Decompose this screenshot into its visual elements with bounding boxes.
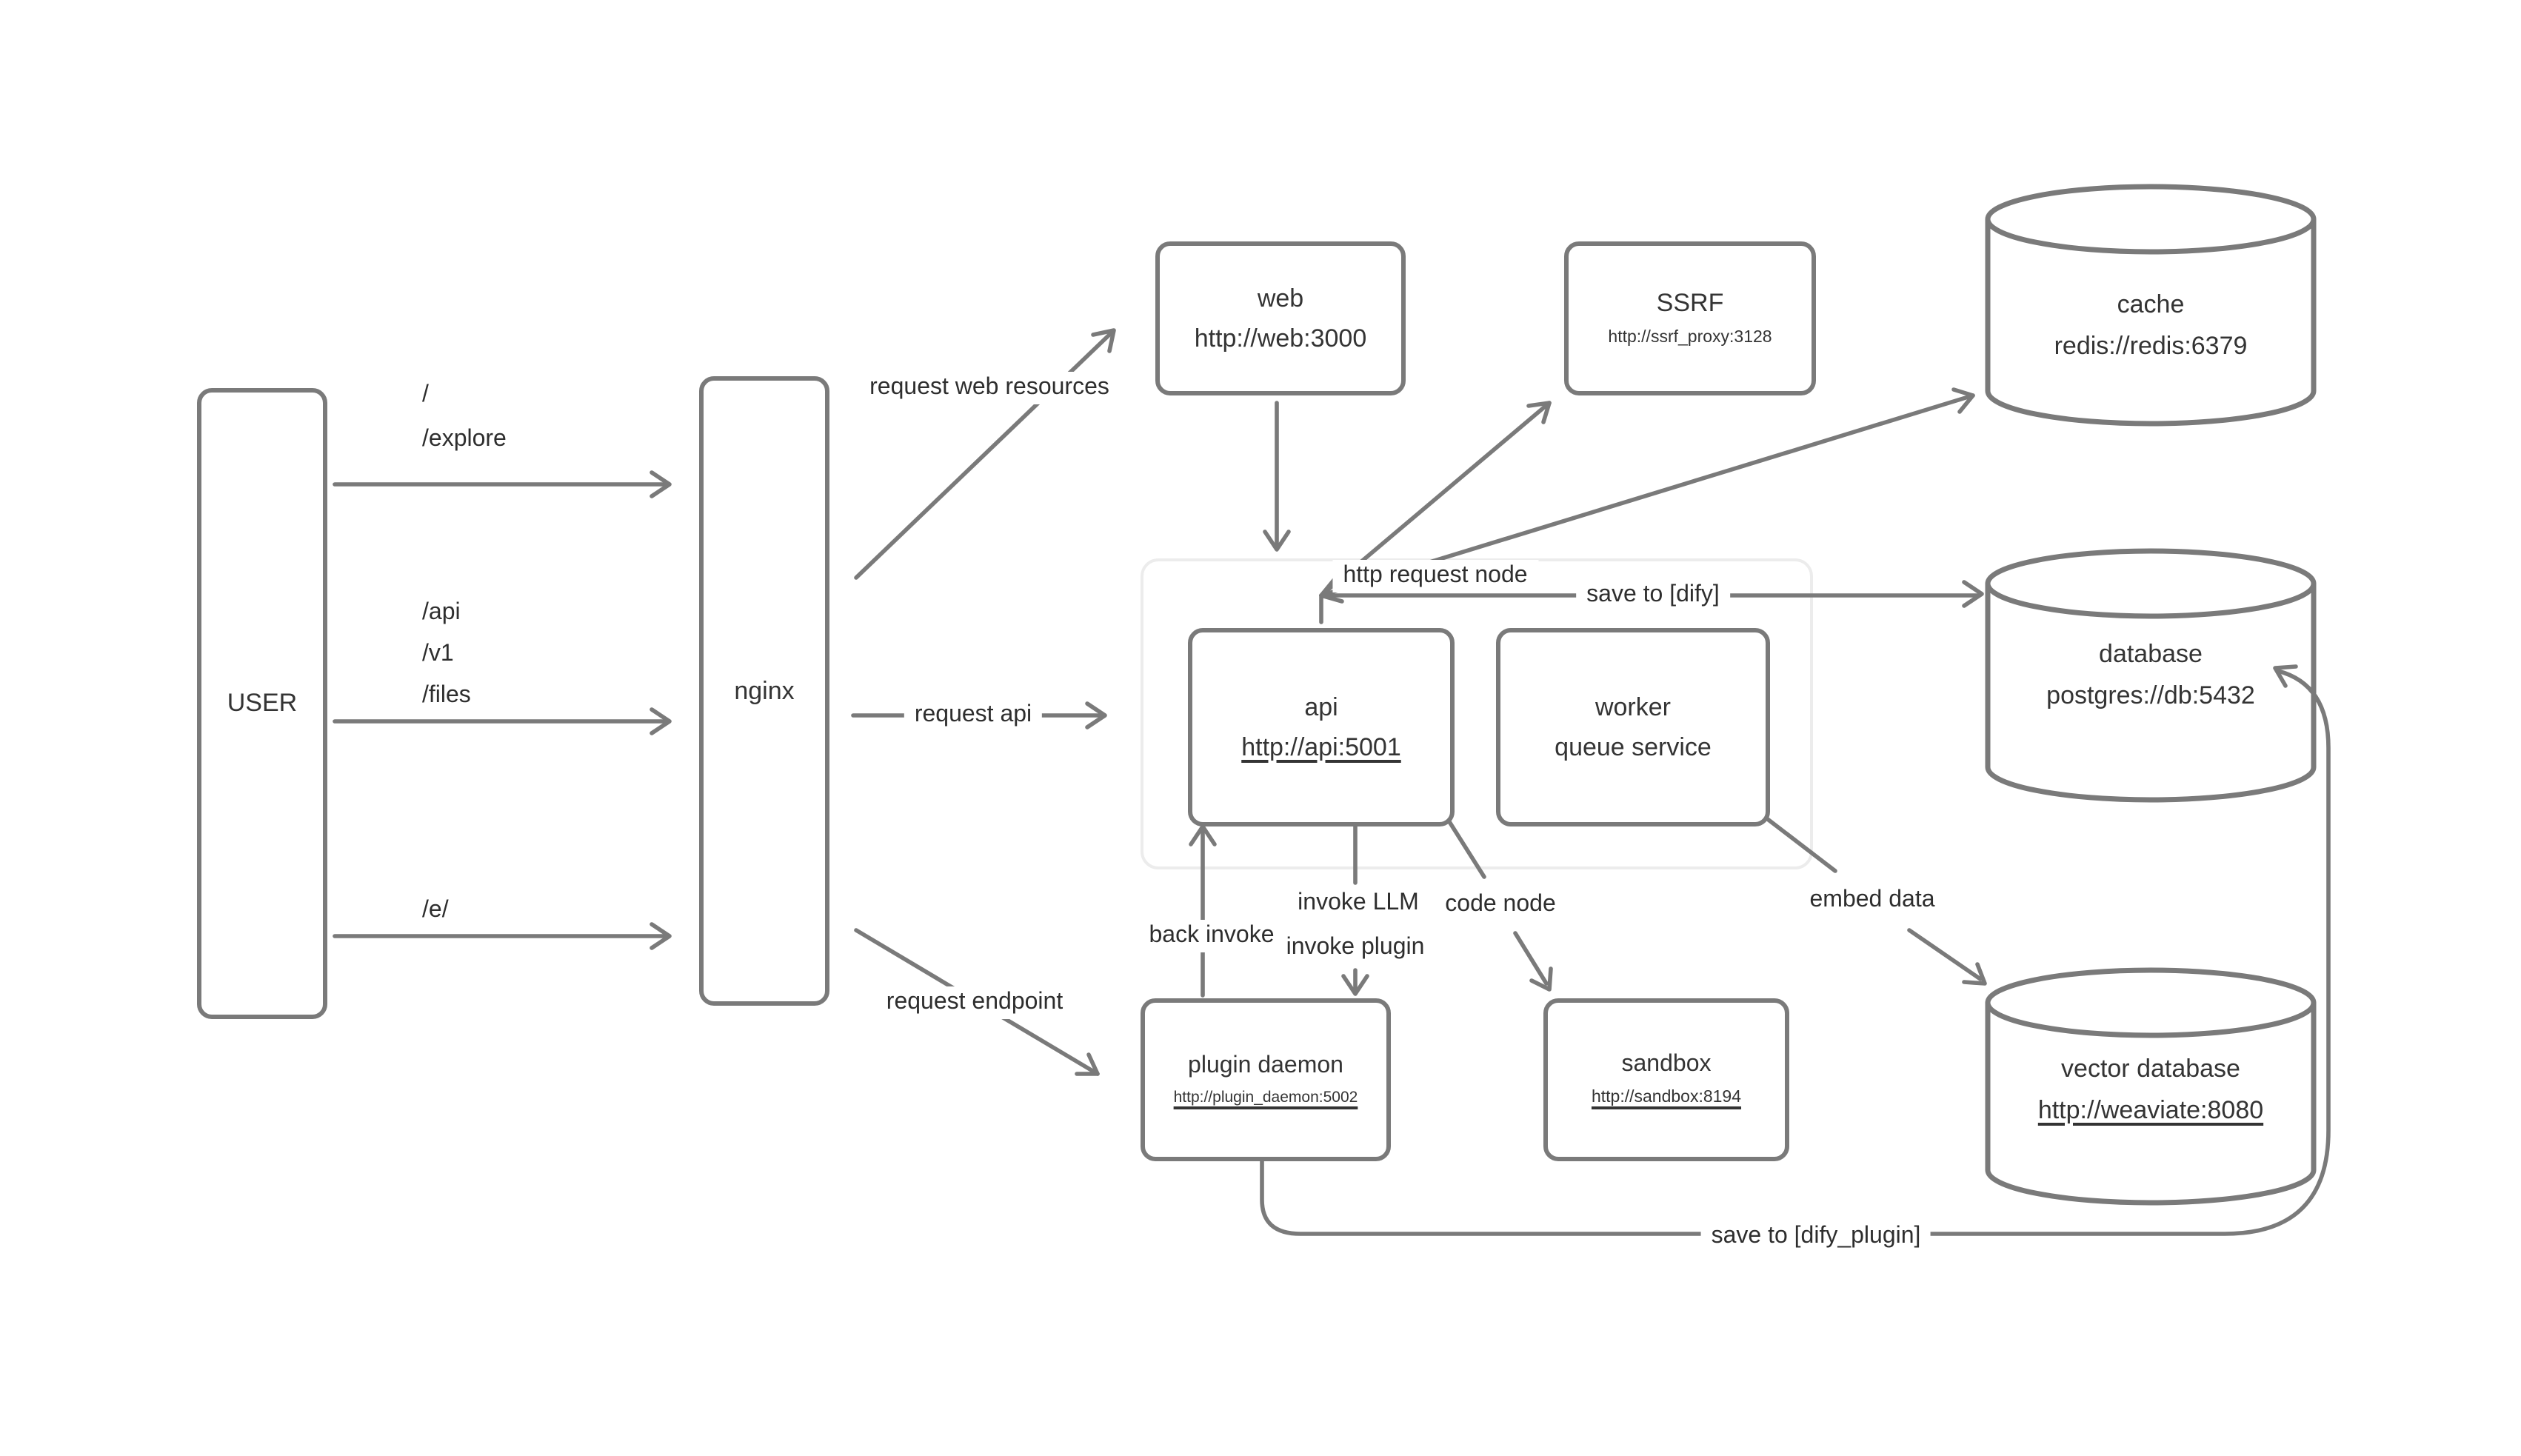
edge-user-nginx-e [335, 924, 670, 948]
path-label-e: /e/ [422, 898, 449, 923]
plugin-daemon-url: http://plugin_daemon:5002 [1173, 1088, 1358, 1106]
label-http-request-node: http request node [1332, 560, 1537, 592]
api-url: http://api:5001 [1241, 732, 1401, 761]
node-cache [1988, 284, 2314, 367]
ssrf-url: http://ssrf_proxy:3128 [1608, 328, 1772, 347]
edge-user-nginx-web [335, 472, 670, 496]
user-label: USER [227, 689, 298, 718]
node-api [1188, 628, 1455, 826]
label-save-to-dify: save to [dify] [1576, 579, 1730, 612]
web-url: http://web:3000 [1194, 324, 1367, 352]
plugin-daemon-title: plugin daemon [1188, 1052, 1343, 1078]
node-nginx [699, 376, 829, 1006]
label-invoke-plugin: invoke plugin [1276, 932, 1435, 964]
path-label-root: / [422, 382, 429, 407]
database-title: database [2099, 640, 2203, 668]
database-url: postgres://db:5432 [2046, 681, 2255, 709]
vector-database-title: vector database [2061, 1055, 2240, 1083]
web-title: web [1257, 284, 1304, 313]
label-embed-data: embed data [1799, 884, 1945, 917]
nginx-label: nginx [734, 676, 795, 705]
worker-title: worker [1595, 693, 1671, 722]
cache-title: cache [2117, 290, 2185, 318]
label-request-web-resources: request web resources [859, 372, 1120, 404]
sandbox-url: http://sandbox:8194 [1591, 1089, 1742, 1107]
path-label-files: /files [422, 683, 471, 708]
node-plugin-daemon [1141, 998, 1391, 1161]
label-code-node: code node [1435, 889, 1566, 921]
edge-nginx-web [856, 330, 1114, 578]
label-save-to-dify-plugin: save to [dify_plugin] [1701, 1220, 1931, 1253]
path-label-api: /api [422, 600, 461, 625]
node-web [1155, 241, 1406, 395]
edge-user-nginx-api [335, 709, 670, 733]
worker-subtitle: queue service [1555, 732, 1712, 761]
label-request-endpoint: request endpoint [876, 986, 1073, 1019]
node-ssrf [1564, 241, 1816, 395]
label-invoke-llm: invoke LLM [1287, 887, 1429, 920]
node-database [1988, 634, 2314, 717]
node-worker [1496, 628, 1770, 826]
vector-database-url: http://weaviate:8080 [2037, 1096, 2264, 1124]
path-label-v1: /v1 [422, 641, 454, 667]
path-label-explore: /explore [422, 427, 507, 452]
node-user [197, 388, 327, 1019]
node-vector-database [1988, 1049, 2314, 1132]
node-sandbox [1543, 998, 1789, 1161]
edge-web-api [1265, 403, 1289, 550]
ssrf-title: SSRF [1656, 289, 1724, 318]
api-title: api [1304, 693, 1338, 722]
edge-plugin-daemon-api [1191, 826, 1215, 995]
label-request-api: request api [904, 699, 1042, 732]
label-back-invoke: back invoke [1139, 920, 1285, 952]
sandbox-title: sandbox [1621, 1052, 1712, 1078]
cache-url: redis://redis:6379 [2054, 332, 2248, 360]
